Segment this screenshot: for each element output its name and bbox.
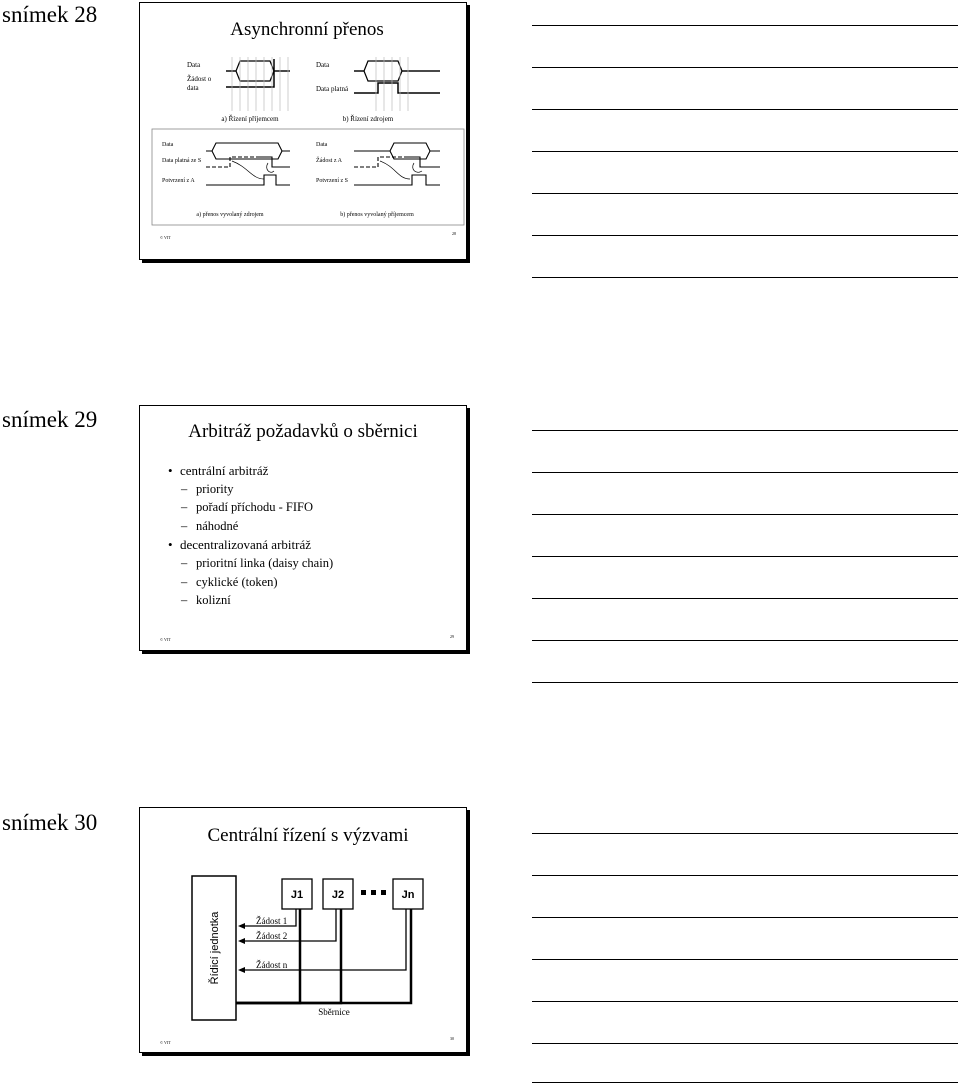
notes-line xyxy=(532,917,958,918)
data-waveform xyxy=(354,71,440,81)
slide-label-28: snímek 28 xyxy=(2,2,98,27)
async-transfer-diagram xyxy=(140,3,466,259)
notes-line xyxy=(532,640,958,641)
slide-title: Centrální řízení s výzvami xyxy=(207,825,409,846)
slide-footer: © VIT xyxy=(160,1040,171,1045)
signal-label: Data platná ze S xyxy=(162,158,202,164)
bullet-text: prioritní linka (daisy chain) xyxy=(196,555,334,570)
notes-line xyxy=(532,235,958,236)
bullet-dash: – xyxy=(181,481,188,496)
caption: b) přenos vyvolaný příjemcem xyxy=(340,212,414,218)
arrowhead xyxy=(238,967,245,973)
notes-line xyxy=(532,556,958,557)
bullet-text: pořadí příchodu - FIFO xyxy=(196,500,313,515)
bullet-text: priority xyxy=(196,481,234,496)
bullet-dash: – xyxy=(181,518,188,533)
notes-line xyxy=(532,109,958,110)
request-label: Žádost n xyxy=(256,960,288,970)
arrowhead xyxy=(238,938,245,944)
slide-title: Arbitráž požadavků o sběrnici xyxy=(188,421,418,442)
bullet-text: decentralizovaná arbitráž xyxy=(180,537,311,553)
signal-label: Žádost o xyxy=(187,75,212,83)
ellipsis-dot xyxy=(381,890,386,895)
notes-line xyxy=(532,151,958,152)
bullet-dash: – xyxy=(181,593,188,608)
unit-label-jn: Jn xyxy=(401,889,415,901)
notes-line xyxy=(532,875,958,876)
notes-line xyxy=(532,1043,958,1044)
slide-page-number: 30 xyxy=(450,1036,454,1041)
request-waveform xyxy=(226,59,274,87)
data-waveform xyxy=(206,143,290,151)
bullet-dot: • xyxy=(168,463,173,478)
data-waveform xyxy=(354,151,440,159)
bullet-dash: – xyxy=(181,500,188,515)
ack-waveform xyxy=(354,175,440,185)
notes-line xyxy=(532,277,958,278)
notes-line xyxy=(532,959,958,960)
signal-label: Data platná xyxy=(316,85,349,93)
handshake-arrow xyxy=(267,163,274,172)
bullet-dot: • xyxy=(168,537,173,553)
signal-label: data xyxy=(187,84,199,92)
signal-label: Data xyxy=(162,142,174,148)
data-waveform xyxy=(226,61,290,71)
slide-label-29: snímek 29 xyxy=(2,407,98,432)
request-label: Žádost 1 xyxy=(256,916,288,926)
signal-label: Data xyxy=(187,61,201,69)
data-waveform xyxy=(354,61,440,71)
notes-line xyxy=(532,514,958,515)
control-unit-label: Řídicí jednotka xyxy=(209,911,221,985)
caption: a) Řízení příjemcem xyxy=(221,115,279,123)
data-waveform xyxy=(226,71,290,81)
signal-label: Potvrzení z S xyxy=(316,178,348,184)
ellipsis-dot xyxy=(361,890,366,895)
bullet-text: kolizní xyxy=(196,593,231,608)
bullet-text: náhodné xyxy=(196,518,239,533)
signal-label: Data xyxy=(316,61,330,69)
slide-footer: © VIT xyxy=(160,235,171,240)
arrowhead xyxy=(238,923,245,929)
signal-label: Data xyxy=(316,142,328,148)
notes-line xyxy=(532,1001,958,1002)
notes-line xyxy=(532,25,958,26)
notes-line xyxy=(532,598,958,599)
bullet-text: cyklické (token) xyxy=(196,574,278,589)
slide-footer: © VIT xyxy=(160,637,171,642)
notes-line xyxy=(532,430,958,431)
handshake-arrow xyxy=(232,161,264,179)
ellipsis-dot xyxy=(371,890,376,895)
notes-line xyxy=(532,472,958,473)
slide-page-number: 29 xyxy=(450,634,454,639)
slide-page-number: 28 xyxy=(452,231,456,236)
polling-diagram xyxy=(140,808,466,1052)
slide-title: Asynchronní přenos xyxy=(230,19,384,40)
signal-label: Žádost z A xyxy=(316,158,342,164)
caption: a) přenos vyvolaný zdrojem xyxy=(196,212,264,218)
notes-line xyxy=(532,682,958,683)
slide-30[interactable] xyxy=(139,807,467,1053)
timing-gridlines xyxy=(376,57,408,111)
notes-line xyxy=(532,67,958,68)
notes-line xyxy=(532,193,958,194)
data-waveform xyxy=(206,151,290,159)
request-label: Žádost 2 xyxy=(256,931,288,941)
bullet-dash: – xyxy=(181,574,188,589)
handshake-arrow xyxy=(380,161,410,179)
slide-29[interactable] xyxy=(139,405,467,651)
ack-waveform xyxy=(206,175,290,185)
unit-label-j2: J2 xyxy=(331,889,345,901)
data-waveform xyxy=(354,143,440,151)
signal-label: Potvrzení z A xyxy=(162,178,195,184)
valid-waveform xyxy=(354,83,440,93)
slide-label-30: snímek 30 xyxy=(2,810,98,835)
unit-label-j1: J1 xyxy=(290,889,304,901)
slide-28[interactable] xyxy=(139,2,467,260)
caption: b) Řízení zdrojem xyxy=(342,115,394,123)
bus-label: Sběrnice xyxy=(318,1007,350,1017)
bullet-text: centrální arbitráž xyxy=(180,463,269,478)
bullet-dash: – xyxy=(181,555,188,570)
handshake-arrow xyxy=(413,163,422,172)
notes-line xyxy=(532,1082,958,1083)
timing-gridlines xyxy=(232,57,288,111)
notes-line xyxy=(532,833,958,834)
